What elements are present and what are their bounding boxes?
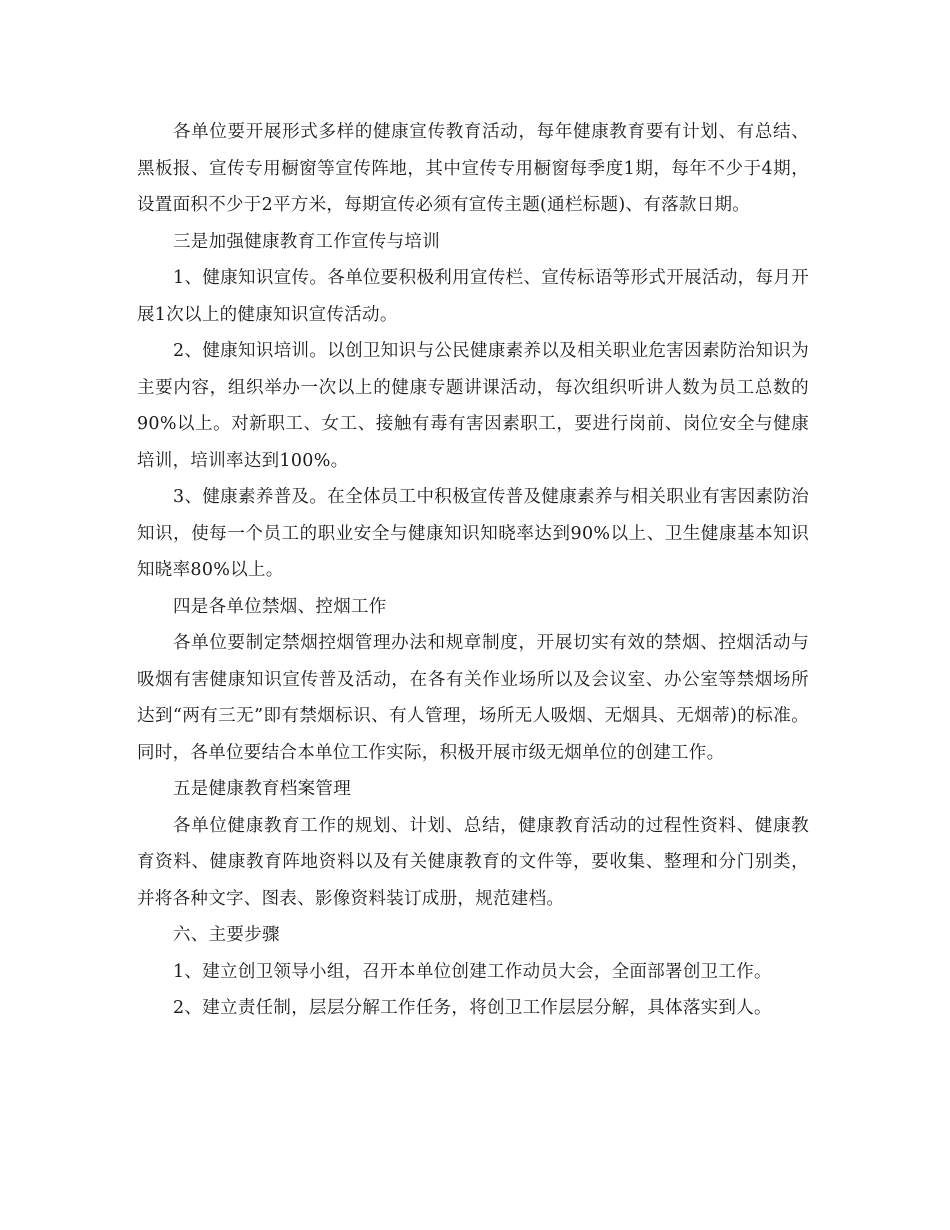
paragraph-step-one: 1、建立创卫领导小组，召开本单位创建工作动员大会，全面部署创卫工作。 [173,961,772,982]
paragraph-publicity-activities: 各单位要开展形式多样的健康宣传教育活动，每年健康教育要有计划、有总结、黑板报、宣传专用橱窗等宣传阵地，其中宣传专用橱窗每季度1期，每年不少于4期，设置面积不少于2平方米，每期宣传必须有宣传主题(通栏标题)、有落款日期。 [137,122,809,215]
paragraph-archive-management: 各单位健康教育工作的规划、计划、总结，健康教育活动的过程性资料、健康教育资料、健康教育阵地资料以及有关健康教育的文件等，要收集、整理和分门别类，并将各种文字、图表、影像资料装订成册，规范建档。 [137,815,809,909]
heading-section-four: 四是各单位禁烟、控烟工作 [173,596,387,617]
document-body [137,114,809,1027]
paragraph-smoking-control: 各单位要制定禁烟控烟管理办法和规章制度，开展切实有效的禁烟、控烟活动与吸烟有害健康知识宣传普及活动，在各有关作业场所以及会议室、办公室等禁烟场所达到“两有三无”即有禁烟标识、有人管理，场所无人吸烟、无烟具、无烟蒂)的标准。同时，各单位要结合本单位工作实际，积极开展市级无烟单位的创建工作。 [137,633,809,763]
heading-section-six: 六、主要步骤 [173,925,280,945]
heading-section-three: 三是加强健康教育工作宣传与培训 [173,231,440,252]
paragraph-knowledge-publicity: 1、健康知识宣传。各单位要积极利用宣传栏、宣传标语等形式开展活动，每月开展1次以上的健康知识宣传活动。 [137,268,809,325]
paragraph-knowledge-training: 2、健康知识培训。以创卫知识与公民健康素养以及相关职业危害因素防治知识为主要内容，组织举办一次以上的健康专题讲课活动，每次组织听讲人数为员工总数的90%以上。对新职工、女工、接触有毒有害因素职工，要进行岗前、岗位安全与健康培训，培训率达到100%。 [137,341,809,471]
paragraph-literacy-popularization: 3、健康素养普及。在全体员工中积极宣传普及健康素养与相关职业有害因素防治知识，使每一个员工的职业安全与健康知识知晓率达到90%以上、卫生健康基本知识知晓率80%以上。 [137,487,809,580]
heading-section-five: 五是健康教育档案管理 [173,779,351,799]
paragraph-step-two: 2、建立责任制，层层分解工作任务，将创卫工作层层分解，具体落实到人。 [173,998,772,1018]
